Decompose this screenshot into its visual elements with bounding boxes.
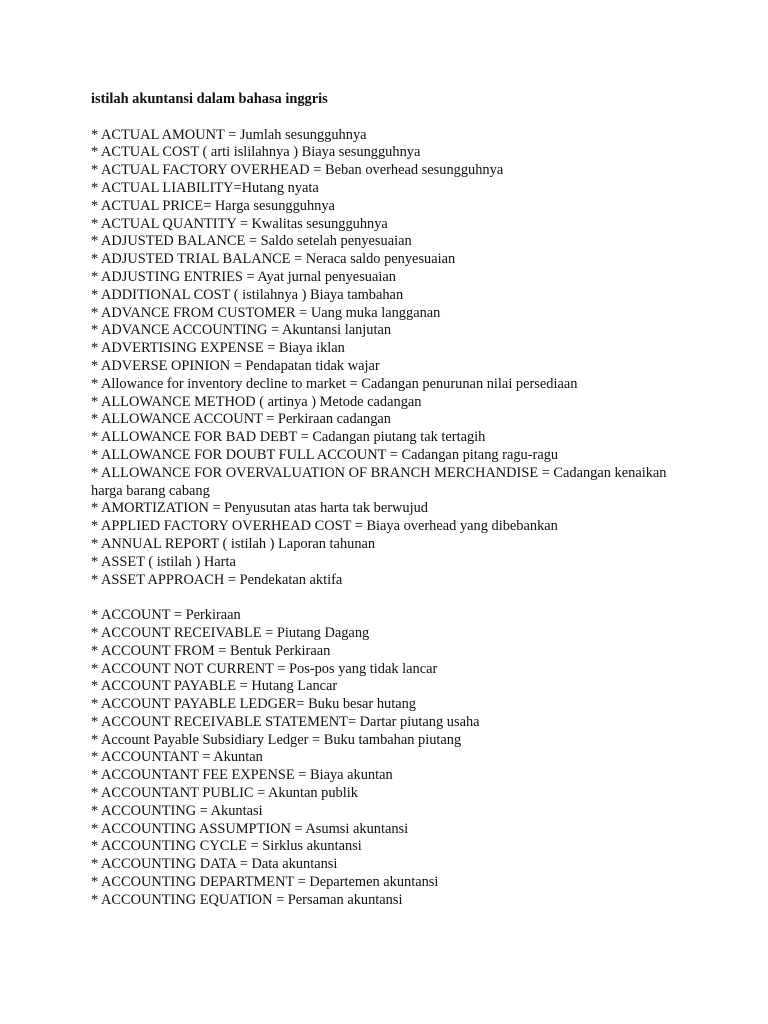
term-entry: * ADVANCE ACCOUNTING = Akuntansi lanjutan <box>91 322 392 339</box>
document-page <box>91 91 691 910</box>
term-entry: * ADVANCE FROM CUSTOMER = Uang muka langganan <box>91 304 441 321</box>
term-entry: * ACCOUNTING DEPARTMENT = Departemen akuntansi <box>91 874 439 891</box>
term-entry: * ACTUAL FACTORY OVERHEAD = Beban overhead sesungguhnya <box>91 162 504 179</box>
term-entry: * ACCOUNT RECEIVABLE = Piutang Dagang <box>91 624 370 641</box>
term-entry: * ASSET APPROACH = Pendekatan aktifa <box>91 571 343 588</box>
term-entry: * ACCOUNT PAYABLE LEDGER= Buku besar hutang <box>91 696 416 713</box>
term-entry: * ACCOUNTING ASSUMPTION = Asumsi akuntansi <box>91 820 409 837</box>
term-entry: * ACTUAL LIABILITY=Hutang nyata <box>91 179 319 196</box>
section-spacer <box>91 589 691 607</box>
term-entry: * Allowance for inventory decline to market = Cadangan penurunan nilai persediaan <box>91 375 578 392</box>
term-entry: * ADVERTISING EXPENSE = Biaya iklan <box>91 340 345 357</box>
term-entry: * ALLOWANCE FOR BAD DEBT = Cadangan piutang tak tertagih <box>91 429 486 446</box>
term-entry: * ACCOUNT FROM = Bentuk Perkiraan <box>91 642 331 659</box>
term-entry: * ACCOUNT = Perkiraan <box>91 607 241 624</box>
term-list-section-2 <box>91 607 691 910</box>
term-list-section-1 <box>91 127 691 590</box>
term-entry: * ACCOUNTING EQUATION = Persaman akuntansi <box>91 891 403 908</box>
term-entry: * ACCOUNTANT = Akuntan <box>91 749 263 766</box>
term-entry: * ALLOWANCE FOR DOUBT FULL ACCOUNT = Cadangan pitang ragu-ragu <box>91 446 559 463</box>
term-entry: * ACCOUNTANT PUBLIC = Akuntan publik <box>91 785 358 802</box>
term-entry: * ACCOUNTING DATA = Data akuntansi <box>91 856 338 873</box>
term-entry: * ANNUAL REPORT ( istilah ) Laporan tahunan <box>91 535 376 552</box>
term-entry: * ADJUSTING ENTRIES = Ayat jurnal penyesuaian <box>91 268 396 285</box>
term-entry: * APPLIED FACTORY OVERHEAD COST = Biaya overhead yang dibebankan <box>91 518 558 535</box>
term-entry: * ACTUAL COST ( arti islilahnya ) Biaya sesungguhnya <box>91 144 421 161</box>
term-entry: * AMORTIZATION = Penyusutan atas harta tak berwujud <box>91 500 428 517</box>
document-title: istilah akuntansi dalam bahasa inggris <box>91 91 328 107</box>
term-entry: * ADJUSTED TRIAL BALANCE = Neraca saldo penyesuaian <box>91 251 456 268</box>
term-entry: * ACCOUNTANT FEE EXPENSE = Biaya akuntan <box>91 767 393 784</box>
term-entry: * ACTUAL PRICE= Harga sesungguhnya <box>91 197 335 214</box>
term-entry: * ALLOWANCE FOR OVERVALUATION OF BRANCH MERCHANDISE = Cadangan kenaikan harga barang cabang <box>91 464 667 499</box>
term-entry: * ACCOUNT NOT CURRENT = Pos-pos yang tidak lancar <box>91 660 438 677</box>
term-entry: * ACCOUNT PAYABLE = Hutang Lancar <box>91 678 338 695</box>
term-entry: * ASSET ( istilah ) Harta <box>91 553 236 570</box>
term-entry: * ACTUAL QUANTITY = Kwalitas sesungguhnya <box>91 215 388 232</box>
term-entry: * ADJUSTED BALANCE = Saldo setelah penyesuaian <box>91 233 412 250</box>
term-entry: * ACCOUNT RECEIVABLE STATEMENT= Dartar piutang usaha <box>91 713 480 730</box>
term-entry: * ACCOUNTING = Akuntasi <box>91 802 263 819</box>
term-entry: * Account Payable Subsidiary Ledger = Buku tambahan piutang <box>91 731 462 748</box>
term-entry: * ADVERSE OPINION = Pendapatan tidak wajar <box>91 357 380 374</box>
term-entry: * ACTUAL AMOUNT = Jumlah sesungguhnya <box>91 126 367 143</box>
term-entry: * ALLOWANCE METHOD ( artinya ) Metode cadangan <box>91 393 422 410</box>
term-entry: * ALLOWANCE ACCOUNT = Perkiraan cadangan <box>91 411 392 428</box>
term-entry: * ACCOUNTING CYCLE = Sirklus akuntansi <box>91 838 362 855</box>
term-entry: * ADDITIONAL COST ( istilahnya ) Biaya tambahan <box>91 286 404 303</box>
